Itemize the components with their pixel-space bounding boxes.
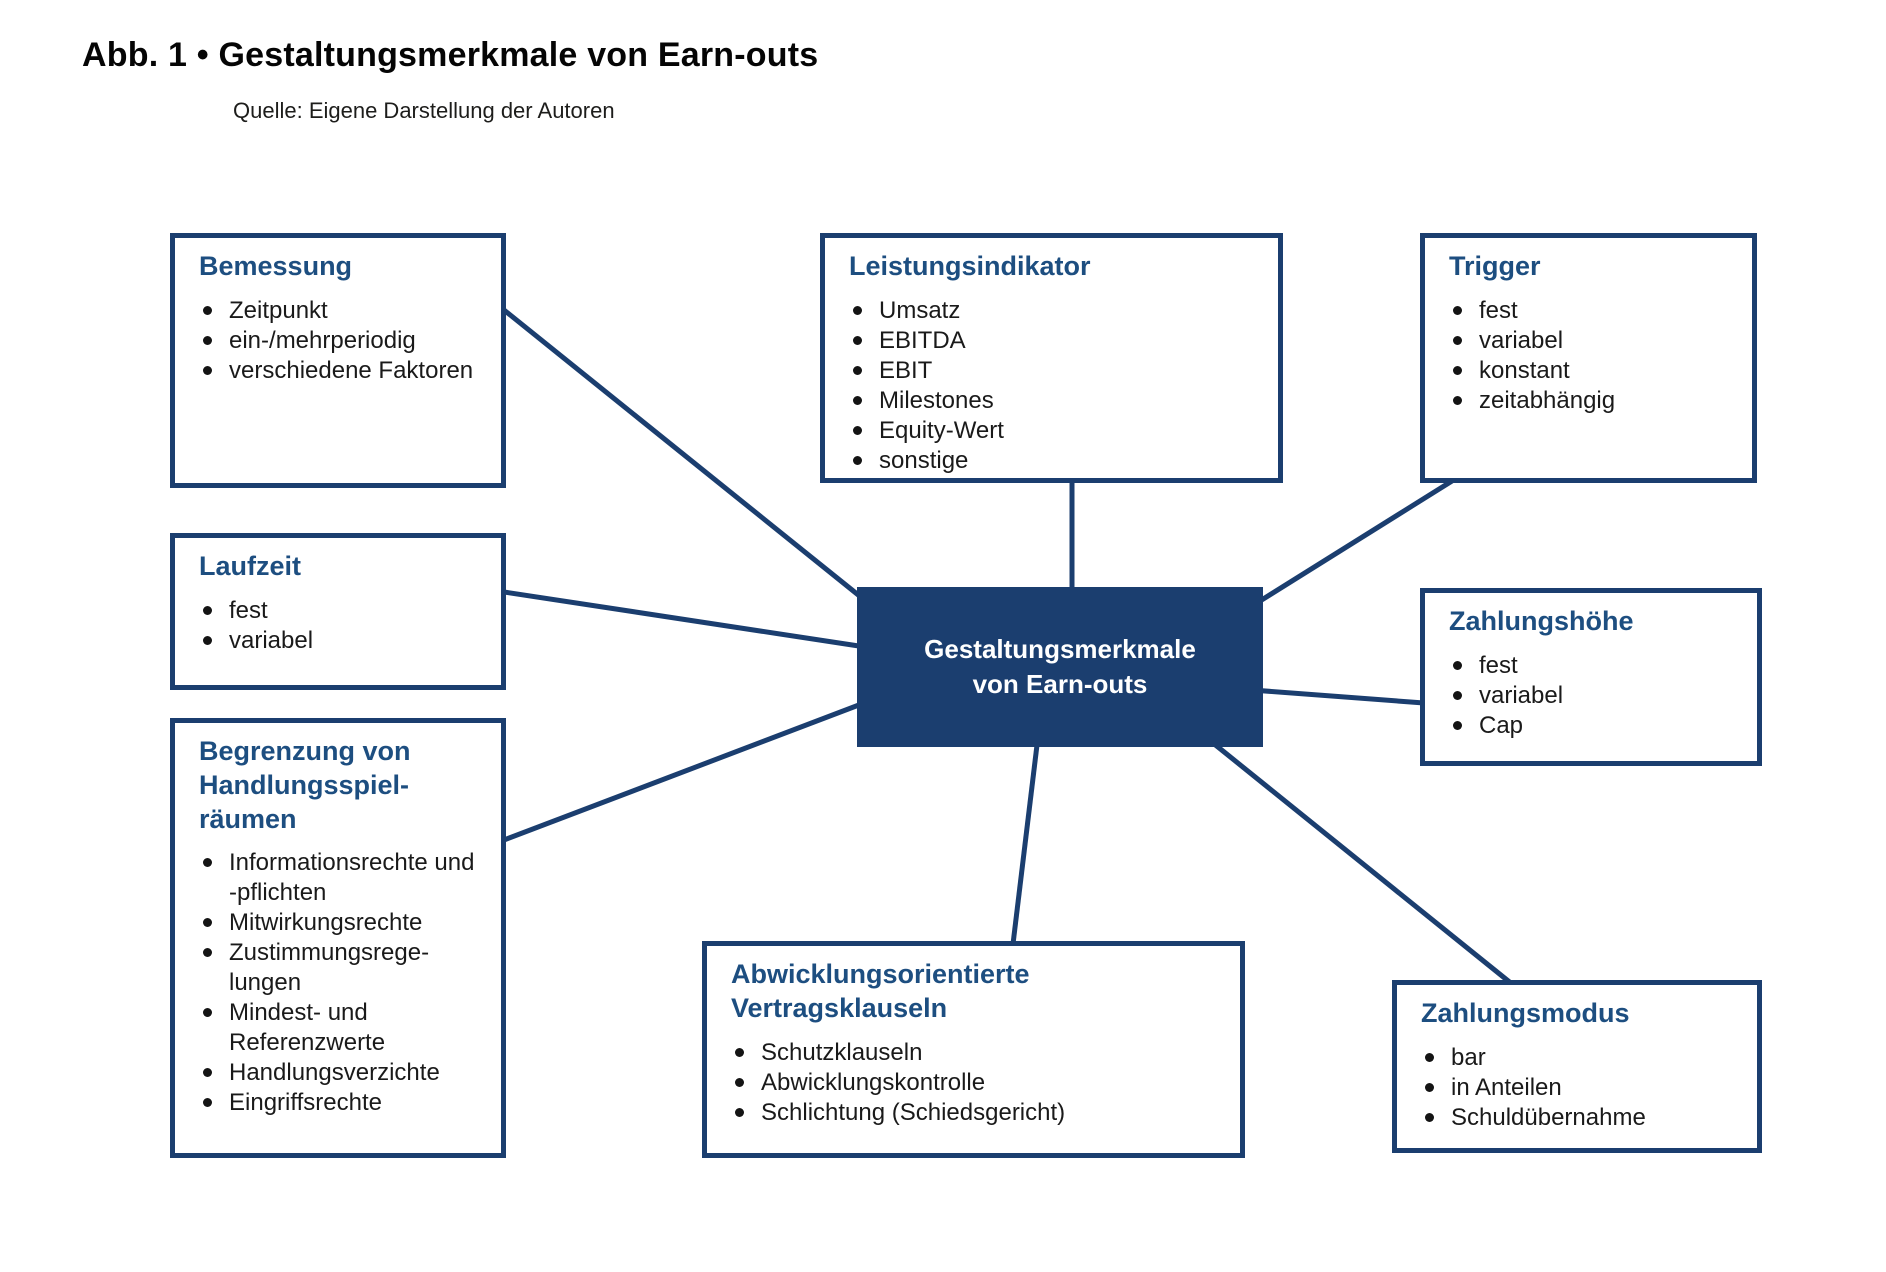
connector-center-zahlungsmodus bbox=[1213, 743, 1512, 984]
bullet-item: Schuldübernahme bbox=[1451, 1103, 1739, 1133]
bullet-item: EBIT bbox=[879, 356, 1260, 386]
bullet-item: Schlichtung (Schiedsgericht) bbox=[761, 1098, 1222, 1128]
node-list bbox=[1449, 296, 1734, 416]
bullet-item: EBITDA bbox=[879, 326, 1260, 356]
bullet-item: fest bbox=[1479, 651, 1739, 681]
connector-center-zahlungshoehe bbox=[1252, 690, 1424, 703]
node-title: Laufzeit bbox=[199, 551, 302, 581]
node-title: Leistungsindikator bbox=[849, 251, 1091, 281]
node-zahlungsmodus bbox=[1392, 980, 1762, 1153]
bullet-item: bar bbox=[1451, 1043, 1739, 1073]
bullet-item: variabel bbox=[1479, 681, 1739, 711]
node-title: Begrenzung von Handlungsspiel-räumen bbox=[199, 736, 411, 834]
node-center bbox=[857, 587, 1263, 747]
center-label: Gestaltungsmerkmale von Earn-outs bbox=[924, 634, 1196, 699]
bullet-item: Cap bbox=[1479, 711, 1739, 741]
bullet-item: zeitabhängig bbox=[1479, 386, 1734, 416]
bullet-item: Equity-Wert bbox=[879, 416, 1260, 446]
bullet-item: in Anteilen bbox=[1451, 1073, 1739, 1103]
bullet-item: Informationsrechte und -pflichten bbox=[229, 848, 483, 908]
connector-center-laufzeit bbox=[504, 592, 872, 648]
bullet-item: Mitwirkungsrechte bbox=[229, 908, 483, 938]
bullet-item: fest bbox=[229, 596, 483, 626]
node-begrenzung bbox=[170, 718, 506, 1158]
connector-center-bemessung bbox=[504, 310, 872, 606]
bullet-item: Milestones bbox=[879, 386, 1260, 416]
node-title: Zahlungshöhe bbox=[1449, 606, 1634, 636]
bullet-item: konstant bbox=[1479, 356, 1734, 386]
node-list bbox=[731, 1038, 1222, 1128]
node-list bbox=[199, 848, 483, 1118]
node-title: Trigger bbox=[1449, 251, 1541, 281]
node-title: Bemessung bbox=[199, 251, 353, 281]
bullet-item: fest bbox=[1479, 296, 1734, 326]
node-list bbox=[199, 596, 483, 656]
bullet-item: Eingriffsrechte bbox=[229, 1088, 483, 1118]
node-zahlungshoehe bbox=[1420, 588, 1762, 766]
connector-center-begrenzung bbox=[504, 700, 872, 840]
bullet-item: Umsatz bbox=[879, 296, 1260, 326]
node-list bbox=[199, 296, 483, 386]
figure-source: Quelle: Eigene Darstellung der Autoren bbox=[233, 98, 615, 123]
connector-center-abwicklung bbox=[1013, 745, 1037, 944]
figure-title: Abb. 1 • Gestaltungsmerkmale von Earn-outs bbox=[82, 36, 819, 74]
node-list bbox=[1449, 651, 1739, 741]
bullet-item: Mindest- und Referenzwerte bbox=[229, 998, 483, 1058]
bullet-item: verschiedene Faktoren bbox=[229, 356, 483, 386]
node-list bbox=[849, 296, 1260, 476]
bullet-item: Handlungsverzichte bbox=[229, 1058, 483, 1088]
bullet-item: Zeitpunkt bbox=[229, 296, 483, 326]
bullet-item: Schutzklauseln bbox=[761, 1038, 1222, 1068]
node-title: Abwicklungsorientierte Vertragsklauseln bbox=[731, 959, 1030, 1023]
bullet-item: Abwicklungskontrolle bbox=[761, 1068, 1222, 1098]
bullet-item: ein-/mehrperiodig bbox=[229, 326, 483, 356]
node-trigger bbox=[1420, 233, 1757, 483]
bullet-item: sonstige bbox=[879, 446, 1260, 476]
node-leistungsindikator bbox=[820, 233, 1283, 483]
node-abwicklung bbox=[702, 941, 1245, 1158]
node-laufzeit bbox=[170, 533, 506, 690]
node-list bbox=[1421, 1043, 1739, 1133]
node-title: Zahlungsmodus bbox=[1421, 998, 1630, 1028]
bullet-item: Zustimmungsrege-lungen bbox=[229, 938, 483, 998]
bullet-item: variabel bbox=[1479, 326, 1734, 356]
node-bemessung bbox=[170, 233, 506, 488]
bullet-item: variabel bbox=[229, 626, 483, 656]
